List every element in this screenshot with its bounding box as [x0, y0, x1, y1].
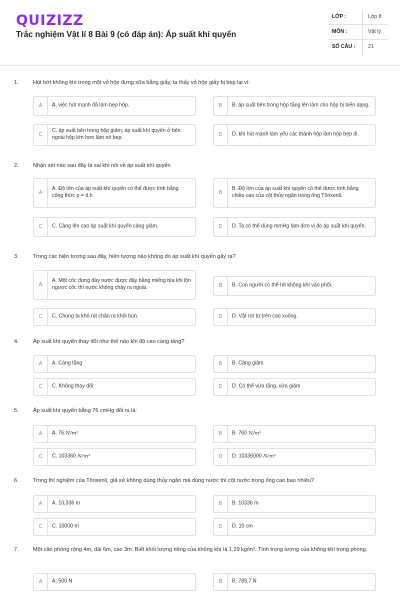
option-2b[interactable] [213, 178, 376, 208]
option-text: C. Không thay đổi [52, 383, 94, 390]
question-text: Hút bớt không khí trong một vỏ hộp đựng sữa bằng giấy, ta thấy vỏ hộp giấy bị bẹp lại vì: [33, 80, 250, 86]
option-letter: B [214, 426, 228, 442]
option-text: D. khi hút mạnh làm yếu các thành hộp làm hộp bẹp đi. [232, 131, 359, 138]
question-text: Trong các hiện tượng sau đây, hiện tượng nào không do áp suất khí quyển gây ra? [33, 254, 236, 260]
page-header [0, 0, 400, 66]
option-text: A. Một cốc đựng đầy nước được đậy bằng miếng bìa khi lộn ngược cốc thì nước không chảy ra ngoài. [52, 278, 191, 291]
option-text: A. Độ lớn của áp suất khí quyển có thể được tính bằng công thức p = d.h [52, 186, 179, 199]
option-2a[interactable] [33, 178, 196, 208]
option-text: C. áp suất bên trong hộp giảm, áp suất khí quyển ở bên ngoài hộp lớn hơn làm nó bẹp. [52, 128, 181, 141]
option-text: A. việc hút mạnh đã làm bẹp hộp. [52, 102, 130, 109]
option-5c[interactable] [33, 448, 196, 466]
meta-value: 21 [368, 44, 374, 50]
option-letter: B [214, 574, 228, 590]
question-text: Áp suất khí quyển thay đổi như thế nào khi độ cao càng tăng? [33, 339, 185, 345]
option-6c[interactable] [33, 518, 196, 536]
option-2c[interactable] [33, 217, 196, 237]
unit-label: N/m² [77, 453, 91, 460]
option-5d[interactable] [213, 448, 376, 466]
option-3a[interactable] [33, 270, 196, 300]
option-text: B. Càng giảm [232, 360, 264, 367]
option-text: A. 10,336 m [52, 500, 80, 507]
option-letter: B [214, 179, 228, 207]
option-6d[interactable] [213, 518, 376, 536]
option-text: B. 789,7 N [232, 578, 257, 585]
option-letter: B [214, 356, 228, 372]
option-letter: B [214, 496, 228, 512]
option-1d[interactable] [213, 124, 376, 146]
question-text: Áp suất khí quyển bằng 76 cmHg đổi ra là: [33, 408, 137, 414]
option-letter: C [34, 379, 48, 395]
option-letter: C [34, 125, 48, 145]
option-text: A. 76 N/m² [52, 430, 79, 437]
meta-label: SỐ CÂU : [332, 44, 356, 50]
question-number: 6. [14, 478, 19, 484]
option-text: A. 500 N [52, 578, 73, 585]
option-7b[interactable] [213, 573, 376, 591]
meta-row-subject [328, 25, 388, 40]
option-3b[interactable] [213, 276, 376, 296]
option-text: C. 103360 N/m² [52, 453, 91, 460]
option-letter: D [214, 218, 228, 236]
option-text: D. 10 cm [232, 523, 253, 530]
question-number: 2. [14, 163, 19, 169]
option-text: B. Độ lớn của áp suất khí quyển có thể được tính bằng chiều cao của cột thủy ngân trong ống Tôrixenli. [232, 186, 359, 199]
question-number: 1. [14, 80, 19, 86]
option-letter: D [214, 379, 228, 395]
option-4c[interactable] [33, 378, 196, 396]
option-1c[interactable] [33, 124, 196, 146]
question-number: 5. [14, 408, 19, 414]
option-letter: A [34, 356, 48, 372]
option-6a[interactable] [33, 495, 196, 513]
unit-label: N/m² [65, 430, 79, 437]
meta-value: Vật lý [368, 29, 381, 35]
page-title: Trắc nghiệm Vật lí 8 Bài 9 (có đáp án): Áp suất khí quyển [16, 30, 237, 39]
option-letter: D [214, 449, 228, 465]
option-letter: C [34, 218, 48, 236]
option-letter: C [34, 309, 48, 325]
option-letter: D [214, 125, 228, 145]
meta-label: MÔN : [332, 29, 348, 35]
question-text: Một căn phòng rộng 4m, dài 6m, cao 3m. Biết khối lượng riêng của không khí là 1,29 kg/m³. Tính trọng lượng của không khí trong phòng. [33, 547, 368, 553]
option-text: D. 10336000 N/m² [232, 453, 276, 460]
option-text: D. Ta có thể dùng mmHg làm đơn vị đo áp suất khí quyển. [232, 223, 366, 230]
option-7a[interactable] [33, 573, 196, 591]
quizizz-logo: QUIZIZZ [16, 13, 84, 29]
option-letter: A [34, 97, 48, 115]
option-text: B. 760 N/m² [232, 430, 262, 437]
meta-box [328, 10, 388, 57]
option-letter: D [214, 519, 228, 535]
option-letter: C [34, 519, 48, 535]
option-letter: A [34, 574, 48, 590]
option-letter: B [214, 277, 228, 295]
option-text: C. Chúng ta khó rút chân ra khỏi bùn. [52, 313, 139, 320]
meta-row-class [328, 10, 388, 25]
option-text: D. Vật rơi từ trên cao xuống. [232, 313, 298, 320]
meta-value: Lớp 8 [368, 14, 382, 20]
option-4d[interactable] [213, 378, 376, 396]
question-number: 3. [14, 254, 19, 260]
option-4b[interactable] [213, 355, 376, 373]
question-number: 4. [14, 339, 19, 345]
meta-row-count [328, 40, 388, 55]
unit-label: N/m² [248, 430, 262, 437]
option-text: C. Càng lên cao áp suất khí quyển càng giảm. [52, 223, 159, 230]
option-6b[interactable] [213, 495, 376, 513]
option-3d[interactable] [213, 308, 376, 326]
unit-label: N/m² [263, 453, 276, 460]
option-text: B. 10336 m [232, 500, 259, 507]
option-text: A. Càng tăng [52, 360, 83, 367]
option-4a[interactable] [33, 355, 196, 373]
option-5b[interactable] [213, 425, 376, 443]
question-number: 7. [14, 547, 19, 553]
option-letter: A [34, 179, 48, 207]
option-letter: A [34, 496, 48, 512]
option-letter: A [34, 271, 48, 299]
option-letter: D [214, 309, 228, 325]
option-text: B. áp suất bên trong hộp tăng lên làm cho hộp bị biến dạng. [232, 102, 370, 109]
option-5a[interactable] [33, 425, 196, 443]
meta-label: LỚP : [332, 14, 347, 20]
question-text: Nhận xét nào sau đây là sai khi nói về áp suất khí quyển [33, 163, 171, 169]
option-text: C. 10000 m [52, 523, 79, 530]
option-1a[interactable] [33, 96, 196, 116]
option-letter: A [34, 426, 48, 442]
question-text: Trong thí nghiệm của Tôrixenli, giả sử không dùng thủy ngân mà dùng nước thì cột nước trong ống cao bao nhiêu? [33, 478, 314, 484]
option-1b[interactable] [213, 96, 376, 116]
option-text: B. Con người có thể hít không khí vào phổi. [232, 282, 333, 289]
option-letter: B [214, 97, 228, 115]
option-2d[interactable] [213, 217, 376, 237]
option-letter: C [34, 449, 48, 465]
option-text: D. Có thể vừa tăng, vừa giảm [232, 383, 301, 390]
option-3c[interactable] [33, 308, 196, 326]
